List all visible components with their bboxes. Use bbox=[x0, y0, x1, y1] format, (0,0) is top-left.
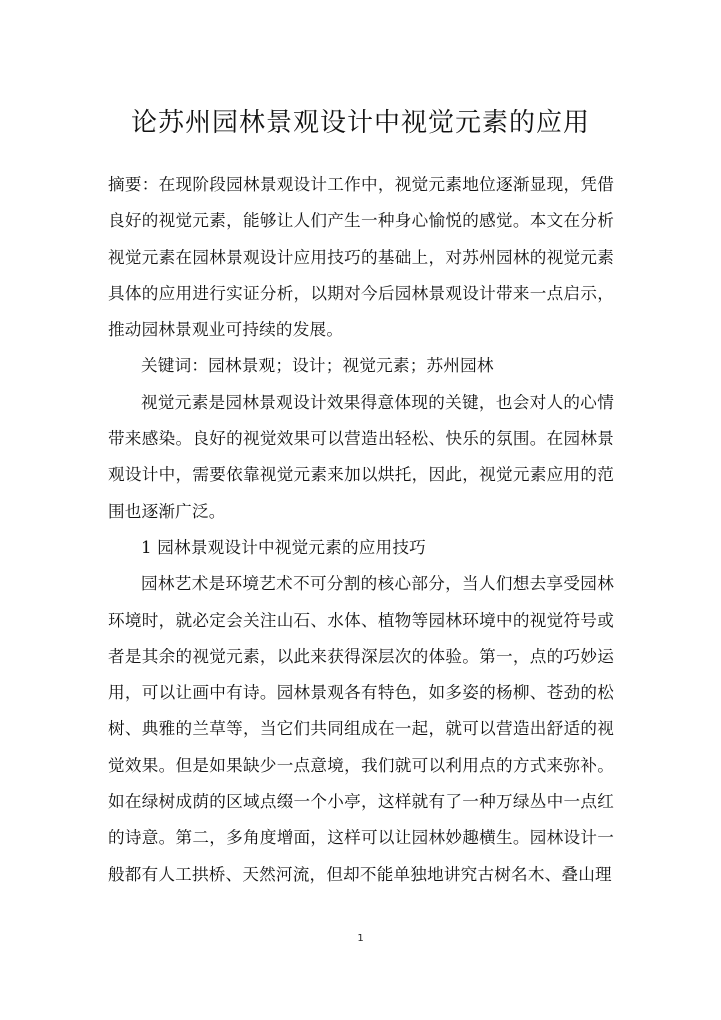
page-number: 1 bbox=[357, 933, 364, 944]
intro-paragraph: 视觉元素是园林景观设计效果得意体现的关键，也会对人的心情带来感染。良好的视觉效果可以营造出轻松、快乐的氛围。在园林景观设计中，需要依靠视觉元素来加以烘托，因此，视觉元素应用的范围也逐渐广泛。 bbox=[108, 392, 614, 521]
abstract-paragraph: 摘要：在现阶段园林景观设计工作中，视觉元素地位逐渐显现，凭借良好的视觉元素，能够让人们产生一种身心愉悦的感觉。本文在分析视觉元素在园林景观设计应用技巧的基础上，对苏州园林的视觉元素具体的应用进行实证分析，以期对今后园林景观设计带来一点启示，推动园林景观业可持续的发展。 bbox=[108, 175, 614, 340]
section-body-paragraph: 园林艺术是环境艺术不可分割的核心部分，当人们想去享受园林环境时，就必定会关注山石、水体、植物等园林环境中的视觉符号或者是其余的视觉元素，以此来获得深层次的体验。第一，点的巧妙运用，可以让画中有诗。园林景观各有特色，如多姿的杨柳、苍劲的松树、典雅的兰草等，当它们共同组成在一起，就可以营造出舒适的视觉效果。但是如果缺少一点意境，我们就可以利用点的方式来弥补。如在绿树成荫的区域点缀一个小亭，这样就有了一种万绿丛中一点红的诗意。第二，多角度增面，这样可以让园林妙趣横生。园林设计一般都有人工拱桥、天然河流，但却不能单独地讲究古树名木、叠山理 bbox=[108, 574, 614, 884]
section-heading: 1 园林景观设计中视觉元素的应用技巧 bbox=[141, 537, 426, 557]
document-title: 论苏州园林景观设计中视觉元素的应用 bbox=[130, 108, 590, 139]
document-body bbox=[108, 167, 614, 893]
keywords-paragraph: 关键词：园林景观；设计；视觉元素；苏州园林 bbox=[141, 356, 494, 376]
